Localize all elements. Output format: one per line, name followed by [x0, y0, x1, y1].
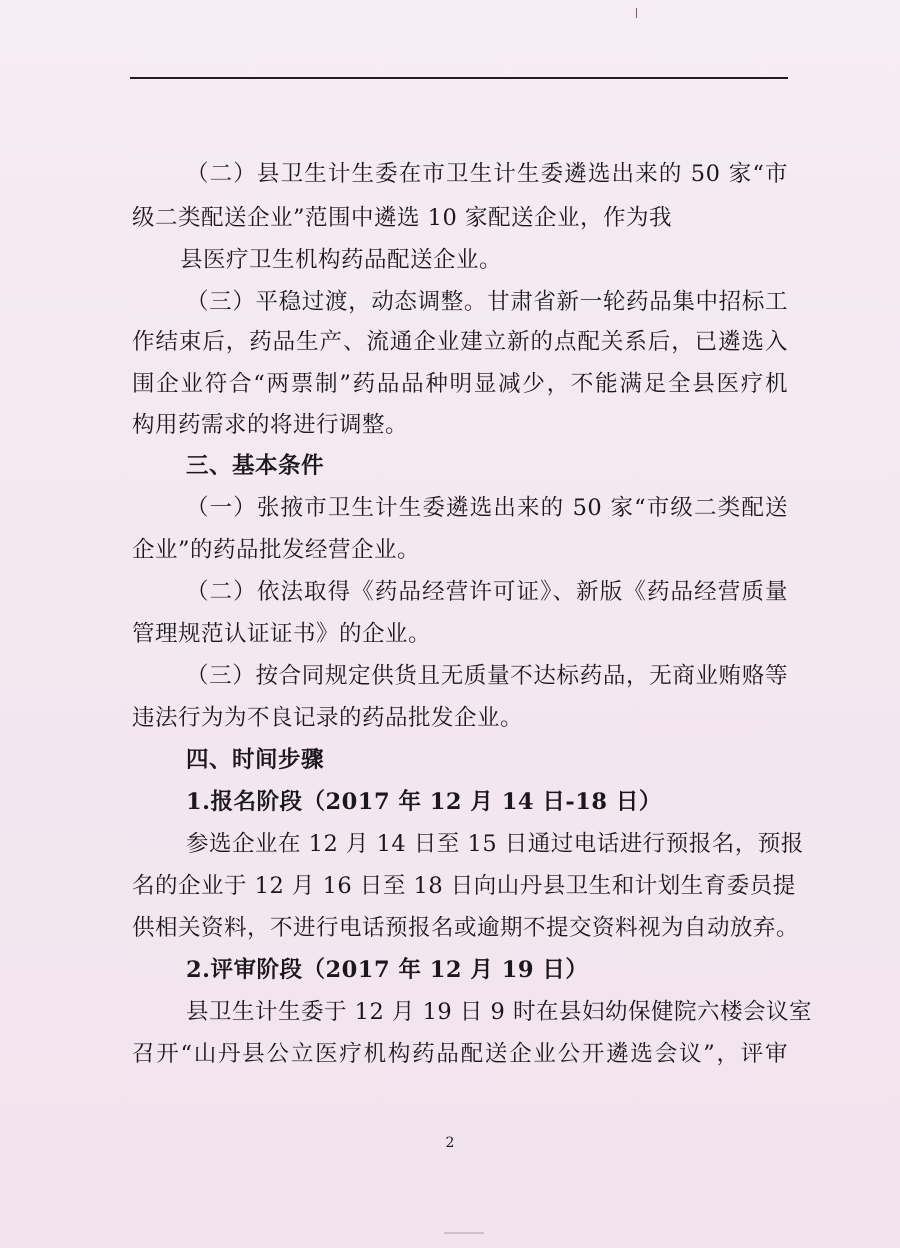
text-line-9: （一）张掖市卫生计生委遴选出来的 50 家“市级二类配送	[186, 495, 788, 521]
scan-mark	[636, 8, 637, 18]
text-line-2: 级二类配送企业”范围中遴选 10 家配送企业，作为我	[132, 205, 672, 231]
text-line-14: 违法行为为不良记录的药品批发企业。	[132, 705, 524, 731]
text-line-11: （二）依法取得《药品经营许可证》、新版《药品经营质量	[186, 579, 788, 605]
text-line-18: 名的企业于 12 月 16 日至 18 日向山丹县卫生和计划生育委员提	[132, 873, 796, 899]
text-line-7: 构用药需求的将进行调整。	[132, 412, 409, 438]
text-line-12: 管理规范认证证书》的企业。	[132, 621, 432, 647]
text-line-3: 县医疗卫生机构药品配送企业。	[180, 247, 503, 273]
text-line-22: 召开“山丹县公立医疗机构药品配送企业公开遴选会议”，评审	[132, 1041, 788, 1067]
text-line-5: 作结束后，药品生产、流通企业建立新的点配关系后，已遴选入	[132, 329, 788, 355]
text-line-19: 供相关资料，不进行电话预报名或逾期不提交资料视为自动放弃。	[132, 915, 800, 941]
text-line-6: 围企业符合“两票制”药品品种明显减少，不能满足全县医疗机	[132, 371, 788, 397]
text-line-21: 县卫生计生委于 12 月 19 日 9 时在县妇幼保健院六楼会议室	[186, 999, 812, 1025]
section-heading-time-steps: 四、时间步骤	[186, 747, 325, 773]
subheading-review-stage: 2.评审阶段（2017 年 12 月 19 日）	[186, 957, 589, 983]
subheading-registration-stage: 1.报名阶段（2017 年 12 月 14 日-18 日）	[186, 789, 662, 815]
header-rule	[130, 77, 788, 79]
text-line-10: 企业”的药品批发经营企业。	[132, 537, 421, 563]
page-number: 2	[445, 1135, 455, 1151]
text-line-17: 参选企业在 12 月 14 日至 15 日通过电话进行预报名，预报	[186, 831, 804, 857]
text-line-13: （三）按合同规定供货且无质量不达标药品，无商业贿赂等	[186, 663, 788, 689]
text-line-1: （二）县卫生计生委在市卫生计生委遴选出来的 50 家“市	[186, 161, 788, 187]
text-line-4: （三）平稳过渡，动态调整。甘肃省新一轮药品集中招标工	[186, 289, 788, 315]
section-heading-basic-conditions: 三、基本条件	[186, 453, 325, 479]
scan-mark-bottom	[444, 1232, 484, 1234]
